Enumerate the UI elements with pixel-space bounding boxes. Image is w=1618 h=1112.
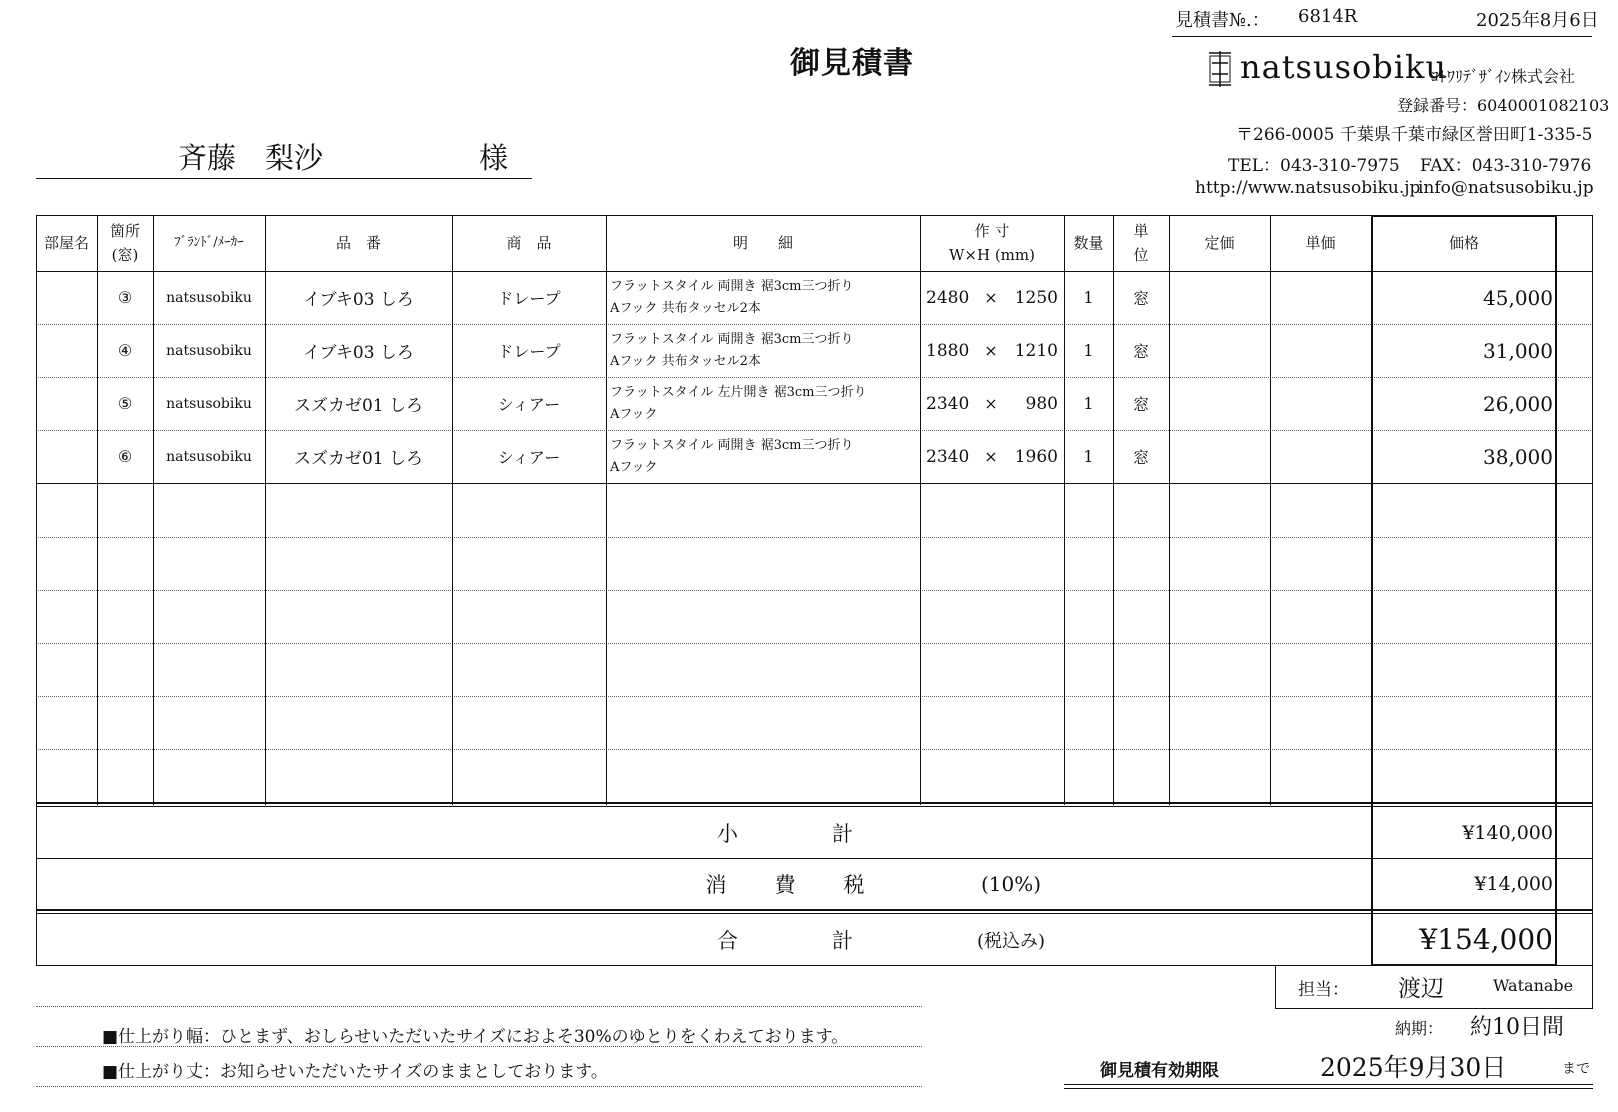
table-row-1-price: 45,000 [1483,285,1553,310]
table-row-2-unit: 窓 [1132,342,1149,361]
customer-rule [36,178,532,179]
table-row-2-height: 1210 [1014,340,1058,361]
tax-rate: (10%) [980,872,1042,896]
table-row-4-brand: natsusobiku [166,448,252,465]
validity-rule-double [1064,1088,1593,1089]
table-row-4-part-number: スズカゼ01 しろ [293,449,424,469]
table-row-4-room [36,430,97,483]
estimate-table [36,215,1593,966]
table-row-2-part-number: イブキ03 しろ [303,343,414,363]
validity-date: 2025年9月30日 [1320,1053,1507,1082]
header-part-number: 品 番 [335,234,381,252]
total-value: ¥154,000 [1419,923,1553,956]
note-width: ■仕上がり幅：ひとまず、おしらせいただいたサイズにおよそ30%のゆとりをくわえております。 [102,1027,849,1047]
table-row-3-times: × [984,394,998,413]
table-row-4-quantity: 1 [1083,447,1094,466]
table-row-3-list-price [1169,377,1270,430]
total-note: (税込み) [976,930,1046,952]
company-url: http://www.natsusobiku.jp [1195,178,1421,198]
table-row-3-room [36,377,97,430]
company-logo-icon [1207,50,1233,88]
subtotal-value: ¥140,000 [1462,821,1553,844]
estimate-number: 6814R [1298,6,1358,27]
table-row-1-part-number: イブキ03 しろ [303,290,414,310]
note-length: ■仕上がり丈：お知らせいただいたサイズのままとしております。 [102,1062,608,1082]
subtotal-label: 小 計 [717,821,855,846]
table-row-2-times: × [984,341,998,360]
registration-number: 登録番号：6040001082103 [1397,96,1610,115]
table-row-4-width: 2340 [926,446,970,467]
staff-label: 担当： [1298,980,1349,1000]
customer-name: 斉藤 梨沙 [178,141,324,175]
table-row-1-unit-price [1270,271,1371,324]
table-row-2-price: 31,000 [1483,338,1553,363]
header-quantity: 数量 [1073,234,1104,252]
header-size: 作 寸 W×H (mm) [949,222,1035,264]
table-row-4-product: シィアー [497,448,561,467]
table-row-1-location: ③ [117,288,133,307]
company-tel: TEL：043-310-7975 [1228,156,1400,176]
page-title: 御見積書 [790,46,914,81]
company-email: info@natsusobiku.jp [1418,178,1594,198]
header-room: 部屋名 [43,234,89,252]
table-row-3-unit: 窓 [1132,395,1149,414]
table-row-3-part-number: スズカゼ01 しろ [293,396,424,416]
table-row-4-price: 38,000 [1483,444,1553,469]
header-rule [1172,36,1592,37]
table-row-3-quantity: 1 [1083,394,1094,413]
table-row-3-brand: natsusobiku [166,395,252,412]
table-row-4-detail: フラットスタイル 両開き 裾3cm三つ折り Aフック [610,437,854,475]
table-row-4-unit: 窓 [1132,448,1149,467]
table-row-4-unit-price [1270,430,1371,483]
staff-name: 渡辺 [1398,976,1444,1002]
table-row-1-times: × [984,288,998,307]
table-row-3-height: 980 [1025,393,1058,414]
tax-label: 消 費 税 [705,873,867,897]
company-name: ｺﾄﾜﾘﾃﾞｻﾞｲﾝ株式会社 [1431,67,1576,86]
table-row-2-room [36,324,97,377]
company-fax: FAX：043-310-7976 [1420,156,1592,176]
table-row-3-detail: フラットスタイル 左片開き 裾3cm三つ折り Aフック [610,384,867,422]
table-row-1-list-price [1169,271,1270,324]
notes-divider-middle [36,1046,922,1047]
table-row-1-brand: natsusobiku [166,289,252,306]
validity-rule [1064,1084,1593,1085]
table-row-3-price: 26,000 [1483,391,1553,416]
notes-divider-top [36,1006,922,1007]
table-row-1-height: 1250 [1014,287,1058,308]
table-row-1-width: 2480 [926,287,970,308]
delivery-value: 約10日間 [1470,1015,1564,1040]
table-row-4-location: ⑥ [117,447,133,466]
table-row-3-product: シィアー [497,395,561,414]
staff-name-roman: Watanabe [1493,976,1574,995]
table-row-2-unit-price [1270,324,1371,377]
table-row-2-detail: フラットスタイル 両開き 裾3cm三つ折り Aフック 共布タッセル2本 [610,331,854,369]
table-row-3-unit-price [1270,377,1371,430]
tax-value: ¥14,000 [1474,873,1553,895]
header-list-price: 定価 [1204,234,1235,252]
table-row-1-room [36,271,97,324]
estimate-number-label: 見積書№.： [1175,10,1270,31]
table-row-2-list-price [1169,324,1270,377]
table-row-1-quantity: 1 [1083,288,1094,307]
company-address: 〒266-0005 千葉県千葉市緑区誉田町1-335-5 [1236,125,1593,145]
total-label: 合 計 [717,928,855,953]
header-location: 箇所 (窓) [109,222,140,264]
table-row-2-width: 1880 [926,340,970,361]
table-row-1-unit: 窓 [1132,289,1149,308]
header-product: 商 品 [506,234,552,252]
header-detail: 明 細 [732,234,793,252]
header-unit: 単 位 [1133,222,1149,264]
header-price: 価格 [1448,234,1479,252]
table-row-3-location: ⑤ [117,394,133,413]
table-row-4-list-price [1169,430,1270,483]
table-row-4-times: × [984,447,998,466]
table-row-1-detail: フラットスタイル 両開き 裾3cm三つ折り Aフック 共布タッセル2本 [610,278,854,316]
validity-suffix: まで [1562,1061,1590,1077]
notes-divider-bottom [36,1086,922,1087]
estimate-date: 2025年8月6日 [1476,10,1599,31]
table-row-4-height: 1960 [1014,446,1058,467]
header-unit-price: 単価 [1305,234,1336,252]
validity-label: 御見積有効期限 [1100,1061,1219,1081]
table-row-2-quantity: 1 [1083,341,1094,360]
table-row-2-location: ④ [117,341,133,360]
delivery-label: 納期： [1395,1019,1444,1038]
table-row-2-brand: natsusobiku [166,342,252,359]
table-row-2-product: ドレープ [497,342,561,361]
table-row-3-width: 2340 [926,393,970,414]
table-row-1-product: ドレープ [497,289,561,308]
customer-honorific: 様 [479,141,509,175]
header-brand: ﾌﾞﾗﾝﾄﾞ/ﾒｰｶｰ [174,235,244,250]
company-logo-text: natsusobiku [1240,48,1447,86]
